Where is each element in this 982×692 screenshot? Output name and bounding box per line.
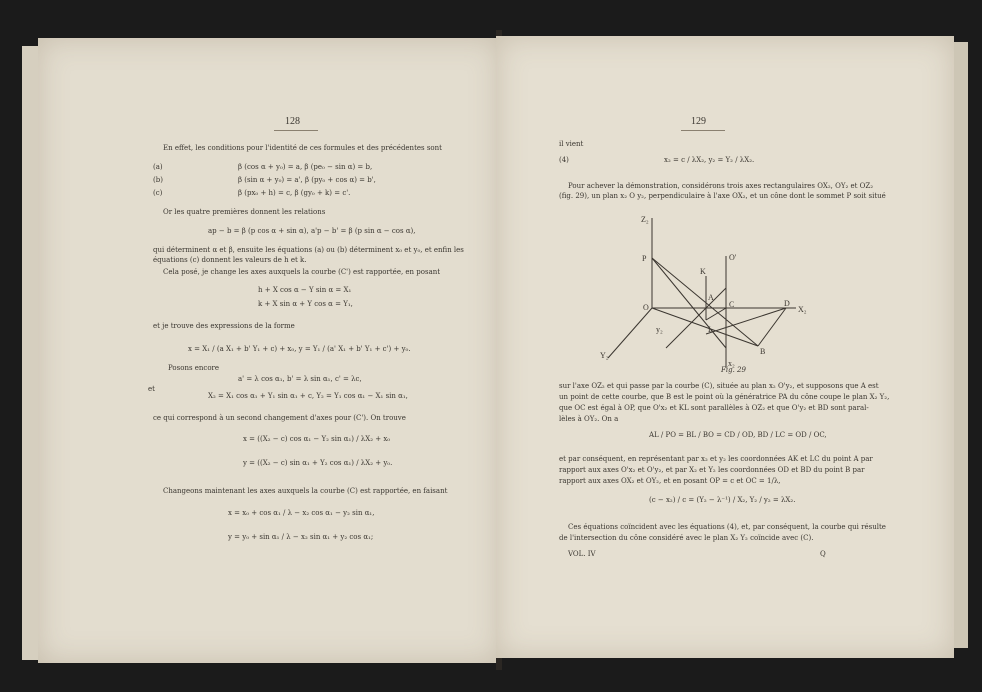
text-line: un point de cette courbe, que B est le point où la génératrice PA du cône coupe le plan X₂ Y₂, — [559, 393, 890, 401]
text-line: Cela posé, je change les axes auxquels la courbe (C') est rapportée, en posant — [163, 268, 441, 276]
equation: β (sin α + y₀) = a', β (py₀ + cos α) = b', — [238, 176, 376, 184]
fig-label-b: B — [760, 347, 766, 356]
equation: a' = λ cos α₁, b' = λ sin α₁, c' = λc, — [238, 375, 362, 383]
eq-label: (b) — [153, 176, 163, 184]
fig-label-d: D — [784, 299, 790, 308]
fig-label-x2: X₂ — [798, 305, 807, 314]
left-page — [38, 38, 500, 663]
figure-29 — [586, 208, 886, 368]
left-page-number: 128 — [285, 116, 300, 127]
equation: h + X cos α − Y sin α = X₁ — [258, 286, 352, 294]
left-header-rule — [274, 130, 318, 131]
equation: (c − x₂) / c = (Y₂ − λ⁻¹) / X₂, Y₂ / y₂ = λX₂. — [649, 496, 796, 504]
text-line: et — [148, 385, 155, 393]
line-ac — [706, 308, 726, 320]
equation: x = x₀ + cos α₁ / λ − x₂ cos α₁ − y₂ sin α₁, — [228, 509, 375, 517]
footer-volume: VOL. IV — [568, 550, 596, 558]
figure-caption: Fig. 29 — [721, 366, 746, 374]
fig-label-l: L — [708, 325, 713, 334]
axis-y — [608, 308, 652, 358]
right-page-number: 129 — [691, 116, 706, 127]
fig-label-p: P — [642, 254, 647, 263]
equation: x = ((X₂ − c) cos α₁ − Y₂ sin α₁) / λX₂ + x₀ — [243, 435, 391, 443]
equation: y = ((X₂ − c) sin α₁ + Y₂ cos α₁) / λX₂ + y₀. — [243, 459, 393, 467]
fig-label-x2-small: x₂ — [728, 359, 735, 368]
text-line: Posons encore — [168, 364, 220, 372]
equation: AL / PO = BL / BO = CD / OD, BD / LC = OD / OC, — [649, 431, 827, 439]
line-pb — [652, 258, 726, 348]
eq-label: (c) — [153, 189, 163, 197]
line-kc — [666, 288, 726, 348]
text-line: Changeons maintenant les axes auxquels la courbe (C) est rapportée, en faisant — [163, 487, 448, 495]
text-line: ce qui correspond à un second changement d'axes pour (C'). On trouve — [153, 414, 406, 422]
fig-label-k: K — [700, 267, 706, 276]
text-line: sur l'axe OZ₂ et qui passe par la courbe (C), située au plan x₂ O'y₂, et supposons que A est — [559, 382, 879, 390]
equation: x₂ = c / λX₂, y₂ = Y₂ / λX₂. — [664, 156, 755, 164]
eq-label: (a) — [153, 163, 163, 171]
text-line: et je trouve des expressions de la forme — [153, 322, 295, 330]
equation: y = y₀ + sin α₁ / λ − x₂ sin α₁ + y₂ cos α₁; — [228, 533, 374, 541]
text-line: rapport aux axes O'x₂ et O'y₂, et par X₂ et Y₂ les coordonnées OD et BD du point B par — [559, 466, 865, 474]
text-line: il vient — [559, 140, 584, 148]
line-ld — [706, 308, 786, 334]
fig-label-c: C — [729, 300, 735, 309]
equation: β (cos α + y₀) = a, β (pe₀ − sin α) = b, — [238, 163, 373, 171]
equation: x = X₁ / (a X₁ + b' Y₁ + c) + x₀, y = Y₁ / (a' X₁ + b' Y₁ + c') + y₀. — [188, 345, 411, 353]
text-line: lèles à OY₂. On a — [559, 415, 619, 423]
line-ob — [652, 308, 758, 346]
eq-label: (4) — [559, 156, 569, 164]
text-line: rapport aux axes OX₂ et OY₂, et en posant OP = c et OC = 1/λ, — [559, 477, 781, 485]
text-line: équations (c) donnent les valeurs de h et k. — [153, 256, 307, 264]
fig-label-o-prime: O' — [729, 253, 737, 262]
fig-label-z2: Z₂ — [641, 215, 649, 224]
equation: β (px₀ + h) = c, β (gy₀ + k) = c'. — [238, 189, 351, 197]
text-line: (fig. 29), un plan x₂ O y₂, perpendiculaire à l'axe OX₂, et un cône dont le sommet P soit situé — [559, 192, 886, 200]
footer-signature: Q — [820, 550, 826, 558]
text-line: Or les quatre premières donnent les relations — [163, 208, 326, 216]
text-line: qui déterminent α et β, ensuite les équations (a) ou (b) déterminent x₀ et y₀, et enfin les — [153, 246, 464, 254]
text-line: de l'intersection du cône considéré avec le plan X₂ Y₂ coïncide avec (C). — [559, 534, 814, 542]
right-header-rule — [681, 130, 725, 131]
line-db — [758, 308, 786, 346]
fig-label-y2: Y₂ — [600, 351, 609, 360]
fig-label-o: O — [643, 303, 649, 312]
right-page — [496, 36, 954, 658]
equation: X₂ = X₁ cos α₁ + Y₁ sin α₁ + c, Y₂ = Y₁ cos α₁ − X₁ sin α₁, — [208, 392, 408, 400]
equation: ap − b = β (p cos α + sin α), a'p − b' = β (p sin α − cos α), — [208, 227, 416, 235]
text-line: que OC est égal à OP, que O'x₂ et KL sont parallèles à OZ₂ et que O'y₂ et BD sont paral- — [559, 404, 869, 412]
text-line: En effet, les conditions pour l'identité de ces formules et des précédentes sont — [163, 144, 442, 152]
text-line: Pour achever la démonstration, considérons trois axes rectangulaires OX₂, OY₂ et OZ₂ — [568, 182, 874, 190]
fig-label-y2-small: y₂ — [656, 325, 663, 334]
text-line: Ces équations coïncident avec les équations (4), et, par conséquent, la courbe qui résulte — [568, 523, 886, 531]
text-line: et par conséquent, en représentant par x₂ et y₂ les coordonnées AK et LC du point A par — [559, 455, 873, 463]
equation: k + X sin α + Y cos α = Y₁, — [258, 300, 353, 308]
fig-label-a: A — [708, 293, 714, 302]
